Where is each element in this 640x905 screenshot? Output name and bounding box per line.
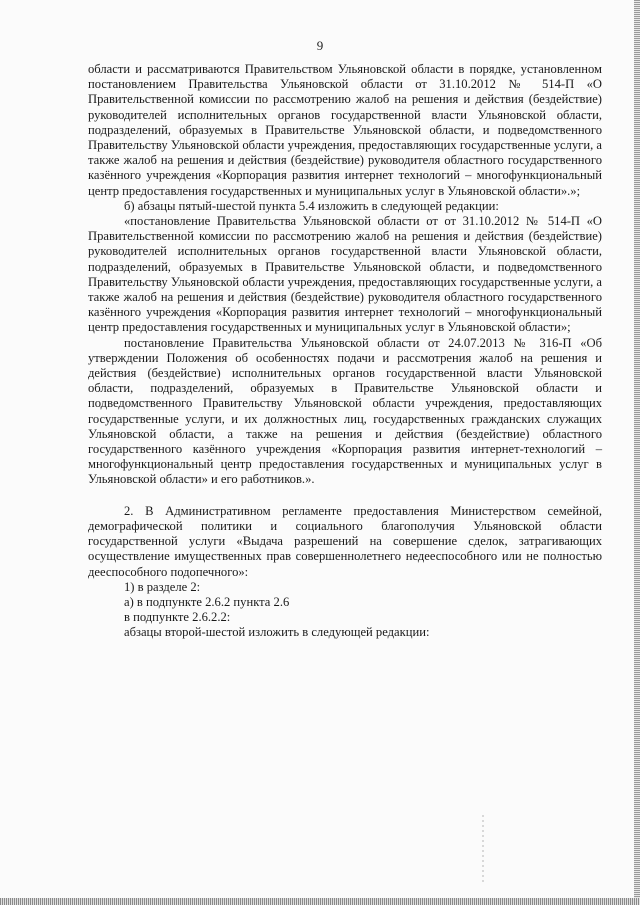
page-number: 9 [316,38,324,53]
paragraph-resolution-514: «постановление Правительства Ульяновской области от от 31.10.2012 № 514-П «О Правительственной комиссии по рассмотрению жалоб на решения и действия (бездействие) руководителей исполнительных органов государственной власти Ульяновской области, подразделений, образуемых в Правительстве Ульяновской области, и подведомственного Правительству Ульяновской области учреждения, предоставляющих государственные услуги, а также жалоб на решения и действия (бездействие) руководителя областного государственного казённого учреждения «Корпорация развития интернет технологий – многофункциональный центр предоставления государственных и муниципальных услуг в Ульяновской области»; [88,214,602,335]
paragraph-section-2: 2. В Административном регламенте предоставления Министерством семейной, демографической политики и социального благополучия Ульяновской области государственной услуги «Выдача разрешений на совершение сделок, затрагивающих осуществление имущественных прав совершеннолетнего недееспособного или не полностью дееспособного подопечного»: [88,503,602,579]
paragraph-subitem: в подпункте 2.6.2.2: [124,610,231,625]
paragraph-edit-instruction: абзацы второй-шестой изложить в следующей редакции: [124,625,430,640]
scan-edge-bottom [0,898,640,905]
paragraph-amendment-b: б) абзацы пятый-шестой пункта 5.4 изложить в следующей редакции: [124,198,499,213]
paragraph-resolution-316: постановление Правительства Ульяновской области от 24.07.2013 № 316-П «Об утверждении Положения об особенностях подачи и рассмотрения жалоб на решения и действия (бездействие) исполнительных органов государственной власти Ульяновской области, подразделений, образуемых в Правительстве Ульяновской области и подведомственного Правительству Ульяновской области учреждения, предоставляющих государственные услуги, и их должностных лиц, государственных гражданских служащих Ульяновской области, а также на решения и действия (бездействие) областного государственного казённого учреждения «Корпорация развития интернет-технологий – многофункциональный центр предоставления государственных и муниципальных услуг в Ульяновской области» и его работников.». [88,335,602,487]
paragraph-item-1: 1) в разделе 2: [124,579,201,594]
scan-artifact [482,815,484,885]
scan-edge-right [634,0,640,905]
paragraph-item-a: а) в подпункте 2.6.2 пункта 2.6 [124,594,290,609]
paragraph-continuation: области и рассматриваются Правительством Ульяновской области в порядке, установленном постановлением Правительства Ульяновской области от 31.10.2012 № 514-П «О Правительственной комиссии по рассмотрению жалоб на решения и действия (бездействие) руководителей исполнительных органов государственной власти Ульяновской области, подразделений, образуемых в Правительстве Ульяновской области, и подведомственного Правительству Ульяновской области учреждения, предоставляющих государственные услуги, а также жалоб на решения и действия (бездействие) руководителя областного государственного казённого учреждения «Корпорация развития интернет технологий – многофункциональный центр предоставления государственных и муниципальных услуг в Ульяновской области».»; [88,62,602,198]
document-body [88,62,602,641]
